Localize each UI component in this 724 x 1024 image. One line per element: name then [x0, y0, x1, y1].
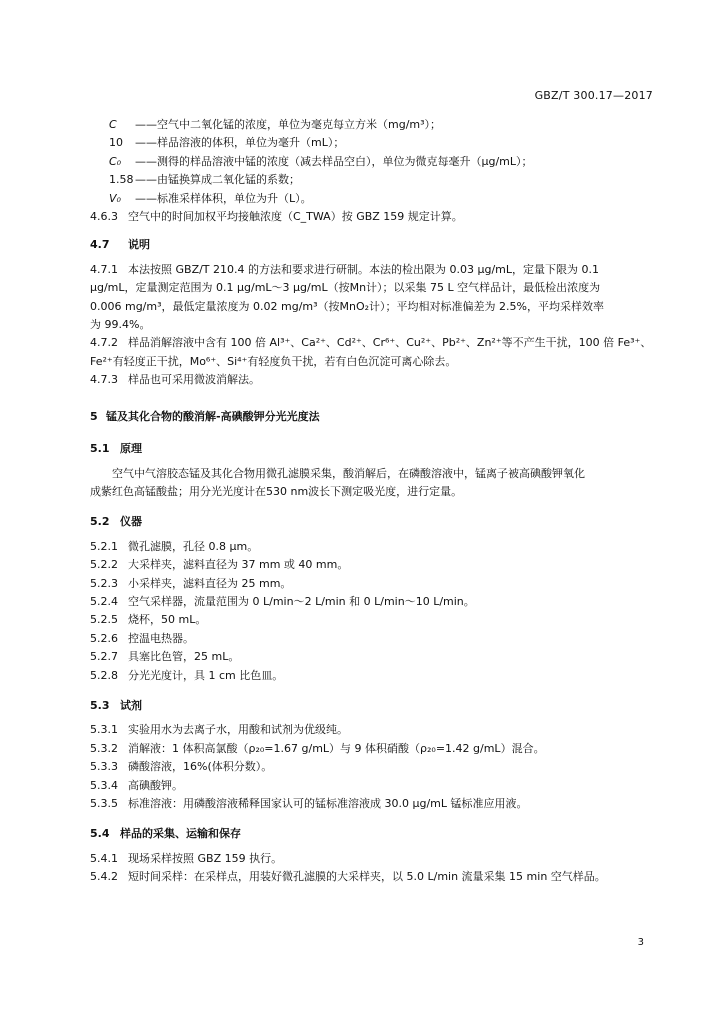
list-item — [90, 721, 656, 739]
clause-text: 小采样夹，滤料直径为 25 mm。 — [128, 576, 292, 590]
clause-number: 5.3.1 — [90, 723, 118, 737]
definition-symbol: 1.58 — [109, 173, 134, 187]
clause-4-6-3 — [90, 208, 656, 226]
list-item — [90, 758, 656, 776]
definition-item — [90, 116, 656, 134]
clause-number: 5.2.6 — [90, 631, 118, 645]
list-item — [90, 850, 656, 868]
clause-line: 样品消解溶液中含有 100 倍 Al³⁺、Ca²⁺、Cd²⁺、Cr⁶⁺、Cu²⁺、Pb²⁺、Zn²⁺等不产生干扰，100 倍 Fe³⁺、 — [128, 336, 652, 350]
list-item — [90, 795, 656, 813]
list-item — [90, 777, 656, 795]
definition-text: ——空气中二氧化锰的浓度，单位为毫克每立方米（mg/m³）； — [135, 118, 442, 131]
section-5-2-heading — [90, 513, 656, 531]
clause-line: μg/mL，定量测定范围为 0.1 μg/mL～3 μg/mL（按Mn计）；以采集 75 L 空气样品计，最低检出浓度为 — [90, 281, 601, 295]
instrument-list — [90, 538, 656, 685]
definition-item — [90, 190, 656, 208]
list-item — [90, 868, 656, 886]
reagent-list — [90, 721, 656, 813]
section-title: 说明 — [128, 238, 150, 252]
clause-text: 磷酸溶液，16%(体积分数）。 — [128, 760, 273, 774]
clause-line: 0.006 mg/m³，最低定量浓度为 0.02 mg/m³（按MnO₂计）；平均相对标准偏差为 2.5%，平均采样效率 — [90, 299, 605, 313]
clause-text: 微孔滤膜，孔径 0.8 μm。 — [128, 539, 259, 553]
clause-text: 分光光度计，具 1 cm 比色皿。 — [128, 668, 284, 682]
clause-4-7-3 — [90, 371, 656, 389]
section-5-1-body — [90, 465, 656, 502]
clause-number: 5.2.1 — [90, 539, 118, 553]
list-item — [90, 630, 656, 648]
clause-number: 4.7.3 — [90, 373, 118, 387]
clause-number: 5.4.1 — [90, 851, 118, 865]
clause-text: 高碘酸钾。 — [128, 778, 183, 792]
list-item — [90, 575, 656, 593]
section-title: 样品的采集、运输和保存 — [120, 827, 241, 841]
paragraph-line: 成紫红色高锰酸盐；用分光光度计在530 nm波长下测定吸光度，进行定量。 — [90, 484, 463, 498]
clause-text: 具塞比色管，25 mL。 — [128, 650, 240, 664]
section-number: 4.7 — [90, 238, 110, 252]
clause-number: 5.2.5 — [90, 613, 118, 627]
definition-text: ——标准采样体积，单位为升（L）。 — [135, 191, 312, 205]
paragraph-line: 空气中气溶胶态锰及其化合物用微孔滤膜采集，酸消解后，在磷酸溶液中，锰离子被高碘酸钾氧化 — [112, 466, 585, 480]
clause-number: 4.7.1 — [90, 262, 118, 276]
list-item — [90, 556, 656, 574]
clause-text: 样品也可采用微波消解法。 — [128, 373, 260, 387]
definition-item — [90, 153, 656, 171]
section-5-4-heading — [90, 825, 656, 843]
list-item — [90, 611, 656, 629]
clause-number: 4.7.2 — [90, 336, 118, 350]
section-title: 试剂 — [120, 698, 142, 712]
section-number: 5.1 — [90, 442, 110, 456]
clause-text: 现场采样按照 GBZ 159 执行。 — [128, 851, 283, 865]
section-5-1-heading — [90, 440, 656, 458]
clause-line: 为 99.4%。 — [90, 318, 151, 332]
list-item — [90, 740, 656, 758]
list-item — [90, 593, 656, 611]
clause-text: 烧杯，50 mL。 — [128, 613, 207, 627]
clause-number: 4.6.3 — [90, 210, 118, 224]
clause-number: 5.4.2 — [90, 870, 118, 884]
clause-number: 5.3.3 — [90, 760, 118, 774]
section-number: 5.4 — [90, 827, 110, 841]
clause-number: 5.2.7 — [90, 650, 118, 664]
definition-text: ——由锰换算成二氧化锰的系数； — [135, 173, 300, 187]
section-title: 原理 — [120, 442, 142, 456]
section-title: 锰及其化合物的酸消解-高碘酸钾分光光度法 — [106, 409, 320, 423]
clause-number: 5.2.3 — [90, 576, 118, 590]
section-4-7-heading — [90, 236, 656, 254]
definition-list — [90, 116, 656, 208]
section-number: 5.3 — [90, 698, 110, 712]
section-number: 5.2 — [90, 515, 110, 529]
clause-line: Fe²⁺有轻度正干扰，Mo⁶⁺、Si⁴⁺有轻度负干扰，若有白色沉淀可离心除去。 — [90, 354, 457, 368]
clause-number: 5.3.4 — [90, 778, 118, 792]
definition-text: ——样品溶液的体积，单位为毫升（mL）； — [135, 136, 345, 150]
list-item — [90, 667, 656, 685]
clause-text: 实验用水为去离子水，用酸和试剂为优级纯。 — [128, 723, 348, 737]
clause-number: 5.3.5 — [90, 797, 118, 810]
definition-item — [90, 134, 656, 152]
list-item — [90, 648, 656, 666]
definition-symbol: V₀ — [109, 191, 121, 205]
clause-number: 5.2.8 — [90, 668, 118, 682]
list-item — [90, 538, 656, 556]
clause-text: 空气采样器，流量范围为 0 L/min～2 L/min 和 0 L/min～10 L/min。 — [128, 594, 475, 608]
clause-number: 5.2.2 — [90, 558, 118, 572]
standard-number: GBZ/T 300.17—2017 — [534, 89, 653, 102]
definition-item — [90, 171, 656, 189]
document-body — [90, 116, 656, 887]
section-title: 仪器 — [120, 515, 142, 529]
page-number: 3 — [637, 937, 644, 948]
definition-symbol: C — [109, 118, 117, 131]
clause-text: 控温电热器。 — [128, 631, 194, 645]
clause-text: 标准溶液：用磷酸溶液稀释国家认可的锰标准溶液成 30.0 μg/mL 锰标准应用液。 — [128, 797, 528, 810]
section-5-3-heading — [90, 697, 656, 715]
definition-symbol: 10 — [109, 136, 123, 150]
clause-line: 本法按照 GBZ/T 210.4 的方法和要求进行研制。本法的检出限为 0.03 μg/mL，定量下限为 0.1 — [128, 262, 600, 276]
clause-4-7-2 — [90, 334, 656, 371]
clause-text: 短时间采样：在采样点，用装好微孔滤膜的大采样夹，以 5.0 L/min 流量采集 15 min 空气样品。 — [128, 870, 606, 884]
section-number: 5 — [90, 409, 98, 423]
definition-symbol: C₀ — [109, 154, 122, 168]
clause-number: 5.3.2 — [90, 741, 118, 755]
clause-text: 空气中的时间加权平均接触浓度（C_TWA）按 GBZ 159 规定计算。 — [128, 210, 463, 224]
clause-text: 大采样夹，滤料直径为 37 mm 或 40 mm。 — [128, 558, 349, 572]
sampling-list — [90, 850, 656, 887]
clause-text: 消解液：1 体积高氯酸（ρ₂₀=1.67 g/mL）与 9 体积硝酸（ρ₂₀=1.42 g/mL）混合。 — [128, 741, 545, 755]
clause-4-7-1 — [90, 261, 656, 335]
definition-text: ——测得的样品溶液中锰的浓度（减去样品空白），单位为微克每毫升（μg/mL）； — [135, 154, 533, 168]
clause-number: 5.2.4 — [90, 594, 118, 608]
section-5-heading — [90, 408, 656, 426]
